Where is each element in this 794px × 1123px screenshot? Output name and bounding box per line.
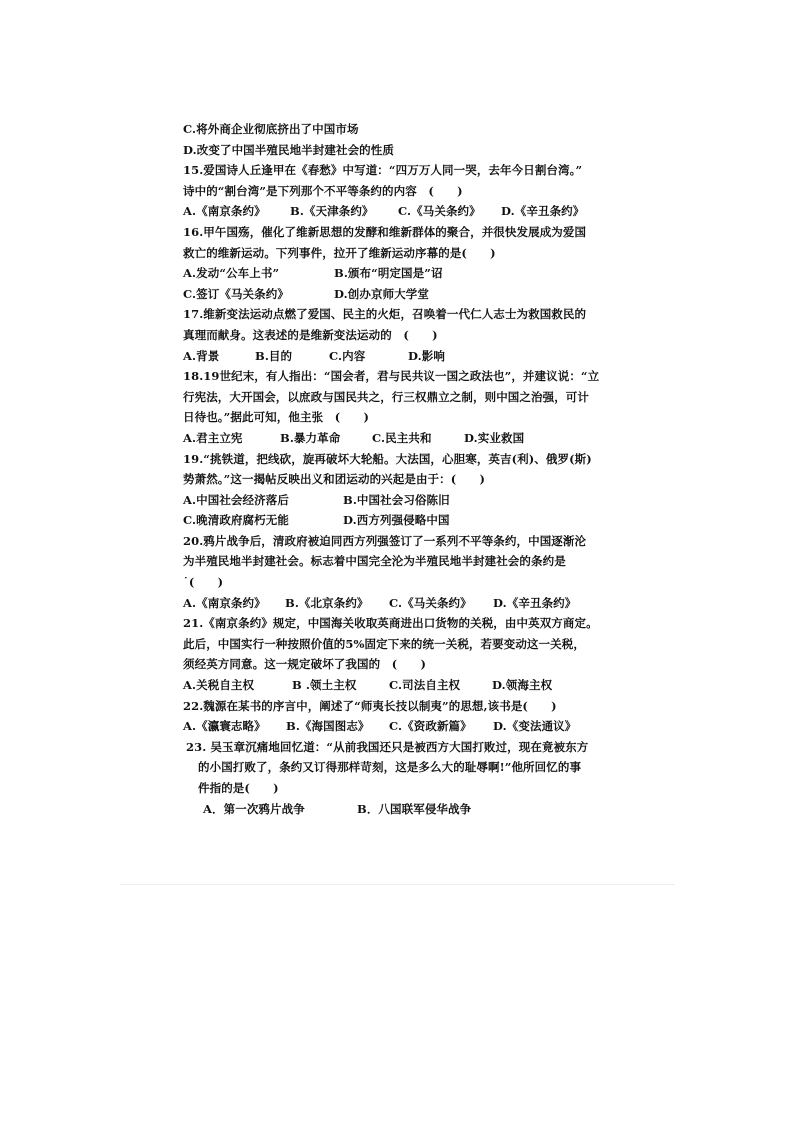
q15-options [183, 201, 613, 222]
q16-option-c: C.签订《马关条约》 [183, 286, 289, 301]
q22-option-b: B.《海国图志》 [286, 719, 370, 734]
q16-stem-line-2: 救亡的维新运动。下列事件，拉开了维新运动序幕的是( ) [183, 245, 496, 260]
q21-stem-line-3: 须经英方同意。这一规定破坏了我国的 ( ) [183, 657, 427, 672]
q23-block [183, 737, 613, 819]
q19-stem-line-1: 19.“挑铁道，把线砍，旋再破坏大轮船。大法国，心胆寒，英吉(利)、俄罗(斯) [183, 451, 592, 466]
q15-option-b: B.《天津条约》 [290, 204, 374, 219]
q16-option-a: A.发动“公车上书” [183, 266, 280, 281]
q17-stem-line-1: 17.维新变法运动点燃了爱国、民主的火炬，召唤着一代仁人志士为救国救民的 [183, 307, 587, 322]
q23-stem-line-1: 23. 吴玉章沉痛地回忆道：“从前我国还只是被西方大国打败过，现在竟被东方 [186, 739, 589, 754]
q21-stem-line-2: 此后，中国实行一种按照价值的5%固定下来的统一关税，若要变动这一关税， [183, 636, 585, 651]
q19-stem-line-2: 势萧然。”这一揭帖反映出义和团运动的兴起是由于：( ) [183, 472, 486, 487]
q21-options [183, 675, 613, 696]
q19-options-row-2 [183, 510, 613, 531]
q20-stem-line-1: 20.鸦片战争后，清政府被迫同西方列强签订了一系列不平等条约，中国逐渐沦 [183, 533, 587, 548]
q21-option-b: B .领土主权 [292, 678, 357, 693]
q18-stem-line-2: 行宪法，大开国会，以庶政与国民共之，行三权鼎立之制，则中国之治强，可计 [183, 389, 589, 404]
q20-stem-line-3: ˙( ) [183, 575, 224, 590]
q17-stem-line-2: 真理而献身。这表述的是维新变法运动的 ( ) [183, 327, 438, 342]
q22-options [183, 716, 613, 737]
q18-option-a: A.君主立宪 [183, 430, 243, 445]
q15-stem-line-2: 诗中的“割台湾”是下列那个不平等条约的内容 ( ) [183, 183, 463, 198]
q23-stem-line-3: 件指的是( ) [198, 781, 279, 795]
page-bottom-divider [120, 884, 675, 885]
q20-option-a: A.《南京条约》 [183, 595, 266, 610]
q23-option-a: A．第一次鸦片战争 [203, 801, 305, 816]
q18-options [183, 428, 613, 449]
q16-options-row-2 [183, 284, 613, 305]
q22-option-c: C.《资政新篇》 [389, 719, 472, 734]
q19-option-a: A.中国社会经济落后 [183, 492, 289, 507]
q17-option-c: C.内容 [329, 348, 366, 363]
q19-option-d: D.西方列强侵略中国 [343, 513, 450, 528]
q17-option-b: B.目的 [255, 348, 293, 363]
q17-options [183, 346, 613, 367]
q21-stem-line-1: 21.《南京条约》规定，中国海关收取英商进出口货物的关税，由中英双方商定。 [183, 616, 598, 631]
q21-option-c: C.司法自主权 [389, 678, 461, 693]
q18-stem-line-3: 日待也。”据此可知，他主张 ( ) [183, 410, 370, 425]
q18-stem-line-1: 18.19世纪末，有人指出：“国会者，君与民共议一国之政法也”，并建议说：“立 [183, 369, 600, 384]
q23-stem-line-2: 的小国打败了，条约又订得那样苛刻，这是多么大的耻辱啊!”他所回忆的事 [198, 760, 582, 775]
q15-stem-line-1: 15.爱国诗人丘逢甲在《春愁》中写道：“四万万人同一哭，去年今日割台湾。” [183, 163, 583, 178]
q21-option-a: A.关税自主权 [183, 678, 255, 693]
q21-option-d: D.领海主权 [492, 678, 553, 693]
q22-stem-line-1: 22.魏源在某书的序言中，阐述了“师夷长技以制夷”的思想,该书是( ) [183, 698, 557, 713]
q23-option-b: B．八国联军侵华战争 [357, 801, 472, 816]
q20-option-b: B.《北京条约》 [285, 595, 369, 610]
q23-options [183, 799, 613, 820]
q14-option-d: D.改变了中国半殖民地半封建社会的性质 [183, 142, 394, 157]
q20-stem-line-2: 为半殖民地半封建社会。标志着中国完全沦为半殖民地半封建社会的条约是 [183, 554, 566, 569]
q18-option-d: D.实业救国 [464, 430, 525, 445]
q16-option-b: B.颁布“明定国是”诏 [334, 266, 443, 281]
q20-options [183, 593, 613, 614]
q16-options-row-1 [183, 263, 613, 284]
q20-option-c: C.《马关条约》 [389, 595, 472, 610]
q20-option-d: D.《辛丑条约》 [493, 595, 577, 610]
q19-option-c: C.晚清政府腐朽无能 [183, 513, 289, 528]
q22-option-a: A.《瀛寰志略》 [183, 719, 266, 734]
q15-option-d: D.《辛丑条约》 [501, 204, 585, 219]
q15-option-a: A.《南京条约》 [183, 204, 266, 219]
q19-options-row-1 [183, 490, 613, 511]
q16-stem-line-1: 16.甲午国殇，催化了维新思想的发酵和维新群体的聚合，并很快发展成为爱国 [183, 224, 587, 239]
q22-option-d: D.《变法通议》 [493, 719, 577, 734]
q18-option-b: B.暴力革命 [280, 430, 341, 445]
q16-option-d: D.创办京师大学堂 [334, 286, 429, 301]
q15-option-c: C.《马关条约》 [398, 204, 481, 219]
q14-option-c: C.将外商企业彻底挤出了中国市场 [183, 122, 359, 136]
q17-option-d: D.影响 [408, 348, 445, 363]
q18-option-c: C.民主共和 [372, 430, 432, 445]
question-text-block [183, 119, 613, 819]
q17-option-a: A.背景 [183, 348, 220, 363]
q19-option-b: B.中国社会习俗陈旧 [343, 492, 450, 507]
